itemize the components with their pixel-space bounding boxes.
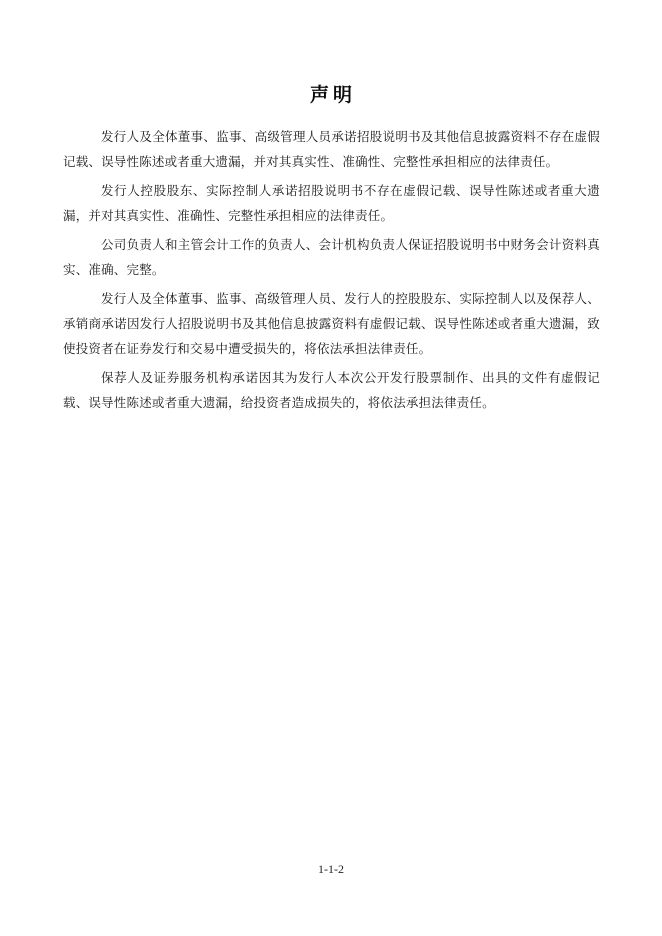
document-body <box>63 125 600 416</box>
paragraph-controlling-shareholder-commitment: 发行人控股股东、实际控制人承诺招股说明书不存在虚假记载、误导性陈述或者重大遗漏，并对其真实性、准确性、完整性承担相应的法律责任。 <box>63 184 600 223</box>
page-number: 1-1-2 <box>318 862 344 876</box>
paragraph-issuer-directors-commitment: 发行人及全体董事、监事、高级管理人员承诺招股说明书及其他信息披露资料不存在虚假记载、误导性陈述或者重大遗漏，并对其真实性、准确性、完整性承担相应的法律责任。 <box>63 130 600 169</box>
page-title: 声明 <box>309 85 356 106</box>
paragraph-financial-data-guarantee: 公司负责人和主管会计工作的负责人、会计机构负责人保证招股说明书中财务会计资料真实、准确、完整。 <box>63 238 600 277</box>
paragraph-legal-liability-for-losses: 发行人及全体董事、监事、高级管理人员、发行人的控股股东、实际控制人以及保荐人、承销商承诺因发行人招股说明书及其他信息披露资料有虚假记载、误导性陈述或者重大遗漏，致使投资者在证券发行和交易中遭受损失的，将依法承担法律责任。 <box>63 292 600 356</box>
paragraph-sponsor-securities-service-commitment: 保荐人及证券服务机构承诺因其为发行人本次公开发行股票制作、出具的文件有虚假记载、误导性陈述或者重大遗漏，给投资者造成损失的，将依法承担法律责任。 <box>63 371 600 410</box>
